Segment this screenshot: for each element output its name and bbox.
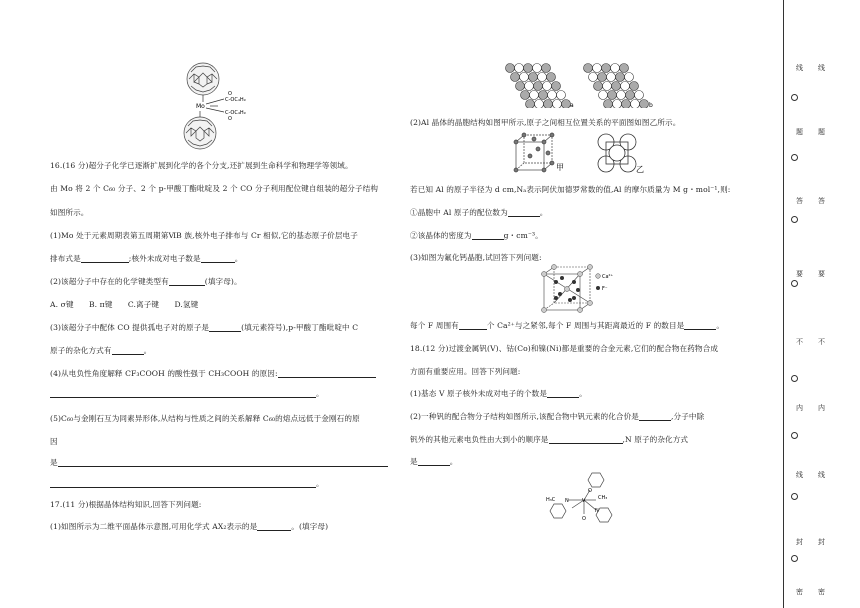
oxygen-label-b: O bbox=[582, 516, 586, 522]
answer-blank[interactable] bbox=[50, 479, 316, 488]
q17-part3-b: 个 Ca²⁺与之紧邻,每个 F 周围与其距离最近的 F 的数目是 bbox=[486, 321, 685, 330]
mo-label: Mo bbox=[196, 103, 205, 110]
q16-stem-3: 如图所示。 bbox=[50, 208, 89, 217]
binding-tick: 题 bbox=[796, 128, 803, 136]
q16-part5-line: 。 bbox=[50, 479, 324, 489]
q16-part3-suffix: (填元素符号),p-甲酸丁酯吡啶中 C bbox=[241, 323, 359, 332]
binding-tick: 要 bbox=[796, 270, 803, 278]
binding-hole-icon bbox=[791, 493, 798, 500]
caf2-cell-figure bbox=[540, 264, 620, 316]
methyl-label-2: CH₃ bbox=[598, 495, 608, 501]
q16-part1-b: 排布式是 ;核外未成对电子数是 。 bbox=[50, 254, 243, 263]
answer-blank[interactable] bbox=[257, 522, 291, 531]
supramolecule-figure bbox=[176, 62, 268, 150]
binding-label: 线 bbox=[818, 64, 825, 72]
fcc-cell-icon bbox=[514, 133, 554, 172]
q16-part3-c: 原子的杂化方式有 bbox=[50, 346, 112, 355]
binding-label: 题 bbox=[818, 128, 825, 136]
answer-blank[interactable] bbox=[58, 458, 388, 467]
ca-ion-icon bbox=[542, 265, 593, 313]
binding-hole-icon bbox=[791, 432, 798, 439]
q16-part1-a: (1)Mo 处于元素周期表第五周期第ⅥB 族,核外电子排布与 Cr 相似,它的基态原子价层电子 bbox=[50, 231, 358, 240]
q16-part3-prefix: (3)该超分子中配体 CO 提供孤电子对的原子是 bbox=[50, 323, 210, 332]
binding-hole-icon bbox=[791, 216, 798, 223]
q18-stem-2: 方面有重要应用。回答下列问题: bbox=[410, 367, 521, 376]
ester-label-1: C-OC₄H₉ bbox=[225, 97, 246, 103]
binding-label: 封 bbox=[818, 538, 825, 546]
binding-label: 要 bbox=[818, 270, 825, 278]
q17-stem: 17.(11 分)根据晶体结构知识,回答下列问题: bbox=[50, 500, 202, 509]
q18-part2-b bbox=[410, 435, 688, 445]
binding-tick: 封 bbox=[796, 538, 803, 546]
binding-tick: 内 bbox=[796, 404, 803, 412]
q18-stem-1: 18.(12 分)过渡金属钒(V)、钴(Co)和镍(Ni)都是重要的合金元素,它们的配合物在药物合成 bbox=[410, 344, 719, 353]
q18-part1-text: (1)基态 V 原子核外未成对电子的个数是 bbox=[410, 389, 548, 398]
binding-tick: 不 bbox=[796, 338, 803, 346]
binding-tick: 密 bbox=[796, 588, 803, 596]
q16-part1-prefix: 排布式是 bbox=[50, 254, 81, 263]
q16-part2-prefix: (2)该超分子中存在的化学键类型有 bbox=[50, 277, 169, 286]
binding-hole-icon bbox=[791, 375, 798, 382]
c60-top-icon bbox=[187, 63, 219, 95]
answer-blank[interactable] bbox=[81, 254, 129, 263]
q16-part4-text: (4)从电负性角度解释 CF₃COOH 的酸性强于 CH₃COOH 的原因: bbox=[50, 369, 278, 378]
answer-blank[interactable] bbox=[278, 369, 376, 378]
binding-label: 密 bbox=[818, 588, 825, 596]
oxygen-label-a: O bbox=[588, 488, 592, 494]
q18-part2-e: 是 bbox=[410, 457, 418, 466]
binding-tick: 线 bbox=[796, 471, 803, 479]
legend-ca: Ca²⁺ bbox=[602, 274, 614, 280]
q17-part1-suffix: 。(填字母) bbox=[291, 522, 329, 531]
binding-label: 答 bbox=[818, 197, 825, 205]
q16-part5-a: (5)C₆₀与金刚石互为同素异形体,从结构与性质之间的关系解释 C₆₀的熔点远低于金刚石的原 bbox=[50, 414, 360, 423]
q16-part5-prefix: 是 bbox=[50, 458, 58, 467]
q18-part2-prefix: (2)一种钒的配合物分子结构如图所示,该配合物中钒元素的化合价是 bbox=[410, 412, 639, 421]
q17-sub1-text: ①晶胞中 Al 原子的配位数为 bbox=[410, 208, 508, 217]
binding-hole-icon bbox=[791, 555, 798, 562]
vanadium-complex-figure bbox=[540, 470, 626, 530]
q17-part1-prefix: (1)如图所示为二维平面晶体示意图,可用化学式 AX₂表示的是 bbox=[50, 522, 258, 531]
q16-part5-b: 因 bbox=[50, 437, 58, 446]
lattice-a-icon bbox=[506, 64, 571, 109]
q16-options: A. σ键 B. π键 C.离子键 D.氢键 bbox=[50, 300, 199, 309]
q18-part2-c: 钒外的其他元素电负性由大到小的顺序是 bbox=[410, 435, 549, 444]
answer-blank[interactable] bbox=[50, 389, 316, 398]
answer-blank[interactable] bbox=[547, 389, 579, 398]
q16-part3-b: 原子的杂化方式有 。 bbox=[50, 346, 152, 355]
c60-bottom-icon bbox=[184, 117, 216, 149]
answer-blank[interactable] bbox=[209, 323, 241, 332]
nitrogen-label-1: N bbox=[565, 498, 569, 504]
answer-blank[interactable] bbox=[112, 346, 144, 355]
methyl-label-1: H₃C bbox=[546, 497, 556, 503]
q16-part2-suffix: (填字母)。 bbox=[204, 277, 242, 286]
q17-sub1: ①晶胞中 Al 原子的配位数为 。 bbox=[410, 208, 548, 217]
lattice-figures bbox=[502, 62, 662, 108]
lattice-b-icon bbox=[584, 64, 649, 109]
ester-label-2: C-OC₄H₉ bbox=[225, 110, 246, 116]
q18-part2-mid: ,分子中除 bbox=[671, 412, 705, 421]
q16-part4 bbox=[50, 369, 376, 379]
q17-sub2 bbox=[410, 231, 543, 241]
al-cell-figures bbox=[512, 132, 650, 176]
answer-blank[interactable] bbox=[201, 254, 235, 263]
binding-hole-icon bbox=[791, 280, 798, 287]
oxygen-label-1: O bbox=[228, 91, 232, 97]
fig-label-jia: 甲 bbox=[556, 163, 564, 172]
answer-blank[interactable] bbox=[472, 231, 504, 240]
q17-sub2-unit: g・cm⁻³。 bbox=[503, 231, 543, 240]
q16-part5-c bbox=[50, 458, 388, 468]
legend-f: F⁻ bbox=[602, 286, 608, 292]
q18-part2-c-line: 是 。 bbox=[410, 457, 458, 466]
q17-given: 若已知 Al 的原子半径为 d cm,Nₐ表示阿伏加德罗常数的值,Al 的摩尔质量为 M g・mol⁻¹,则: bbox=[410, 185, 731, 194]
vanadium-label: V bbox=[582, 498, 586, 504]
fig-label-yi: 乙 bbox=[636, 165, 644, 174]
answer-blank[interactable] bbox=[418, 457, 450, 466]
binding-label: 线 bbox=[818, 471, 825, 479]
oxygen-label-2: O bbox=[228, 116, 232, 122]
binding-line bbox=[783, 0, 784, 608]
answer-blank[interactable] bbox=[684, 321, 716, 330]
answer-blank[interactable] bbox=[459, 321, 487, 330]
lattice-a-label: a bbox=[570, 102, 574, 108]
q18-part2-d: ,N 原子的杂化方式 bbox=[622, 435, 689, 444]
answer-blank[interactable] bbox=[508, 208, 540, 217]
q16-part1-suffix: ;核外未成对电子数是 bbox=[128, 254, 201, 263]
binding-label: 不 bbox=[818, 338, 825, 346]
nitrogen-label-2: N bbox=[595, 508, 599, 514]
face-circles-icon bbox=[598, 134, 636, 172]
q17-sub2-text: ②该晶体的密度为 bbox=[410, 231, 472, 240]
q16-part3-a bbox=[50, 323, 358, 333]
answer-blank[interactable] bbox=[169, 277, 205, 286]
q16-part2 bbox=[50, 277, 242, 287]
lattice-b-label: b bbox=[649, 102, 653, 108]
q18-part2-a bbox=[410, 412, 704, 422]
q17-part1 bbox=[50, 522, 328, 532]
binding-hole-icon bbox=[791, 94, 798, 101]
binding-tick: 答 bbox=[796, 197, 803, 205]
q16-stem-1: 16.(16 分)超分子化学已逐渐扩展到化学的各个分支,还扩展到生命科学和物理学等领域。 bbox=[50, 161, 353, 170]
binding-hole-icon bbox=[791, 154, 798, 161]
q18-part1: (1)基态 V 原子核外未成对电子的个数是 。 bbox=[410, 389, 587, 398]
binding-tick: 线 bbox=[796, 64, 803, 72]
binding-label: 内 bbox=[818, 404, 825, 412]
q17-part3-a: 每个 F 周围有 bbox=[410, 321, 459, 330]
answer-blank[interactable] bbox=[549, 435, 623, 444]
q16-stem-2: 由 Mo 将 2 个 C₆₀ 分子、2 个 p-甲酸丁酯吡啶及 2 个 CO 分子利用配位键自组装的超分子结构 bbox=[50, 184, 379, 193]
answer-blank[interactable] bbox=[639, 412, 671, 421]
q17-part3-question: 每个 F 周围有 个 Ca²⁺与之紧邻,每个 F 周围与其距离最近的 F 的数目是 。 bbox=[410, 321, 725, 330]
q16-part4-line: 。 bbox=[50, 389, 324, 399]
q17-part3: (3)如图为氟化钙晶胞,试回答下列问题: bbox=[410, 253, 542, 262]
q17-part2: (2)Al 晶体的晶胞结构如图甲所示,原子之间相互位置关系的平面图如图乙所示。 bbox=[410, 118, 681, 127]
